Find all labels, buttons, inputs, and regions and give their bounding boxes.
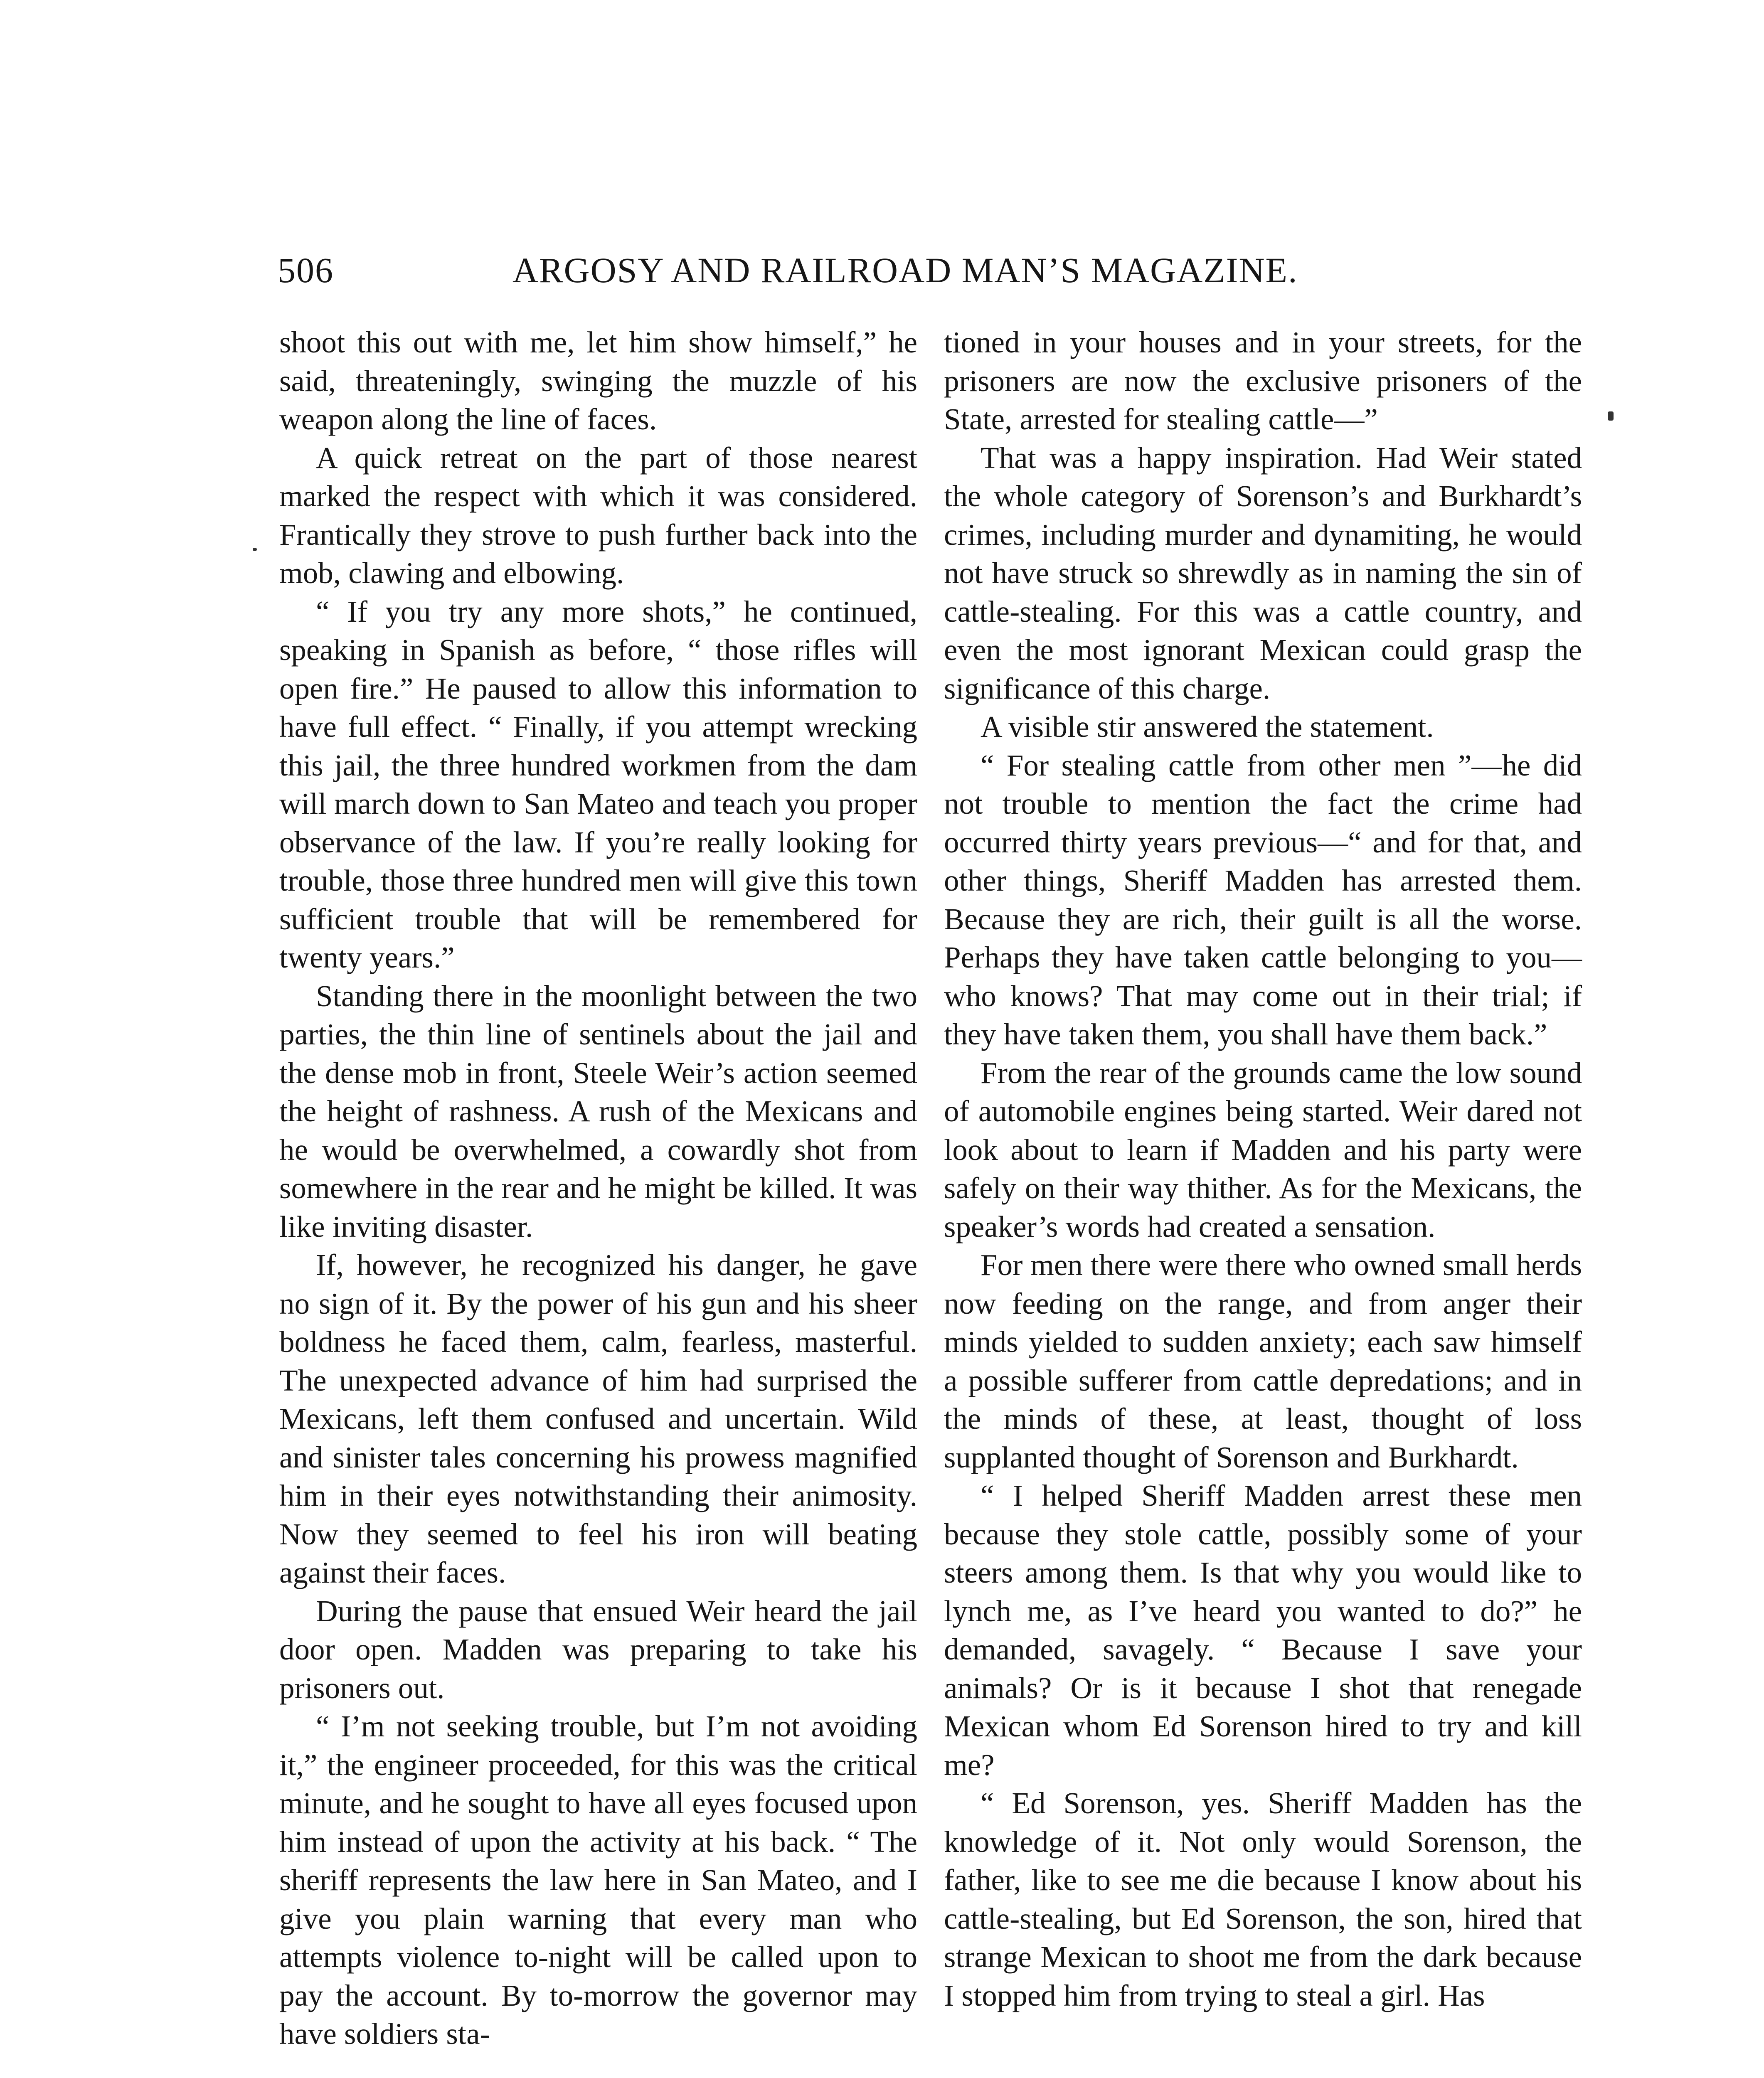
print-speck bbox=[1608, 411, 1614, 421]
paragraph: That was a happy inspiration. Had Weir stated the whole category of Sorenson’s and Burkhardt’s crimes, including murder and dynamiting, he would not have struck so shrewdly as in naming the sin of cattle-stealing. For this was a cattle country, and even the most ignorant Mexican could grasp the significance of this charge. bbox=[944, 441, 1582, 705]
page-number: 506 bbox=[278, 250, 334, 290]
right-column bbox=[944, 323, 1582, 2015]
paragraph: “ If you try any more shots,” he continued, speaking in Spanish as before, “ those rifles will open fire.” He paused to allow this information to have full effect. “ Finally, if you attempt wrecking this jail, the three hundred workmen from the dam will march down to San Mateo and teach you proper observance of the law. If you’re really looking for trouble, those three hundred men will give this town sufficient trouble that will be remembered for twenty years.” bbox=[279, 594, 917, 974]
paragraph: A visible stir answered the statement. bbox=[981, 710, 1434, 744]
left-column bbox=[279, 323, 917, 2053]
running-title: ARGOSY AND RAILROAD MAN’S MAGAZINE. bbox=[512, 250, 1298, 290]
paragraph: “ Ed Sorenson, yes. Sheriff Madden has the knowledge of it. Not only would Sorenson, the father, like to see me die because I know about his cattle-stealing, but Ed Sorenson, the son, hired that strange Mexican to shoot me from the dark because I stopped him from trying to steal a girl. Has bbox=[944, 1786, 1582, 2012]
paragraph: “ For stealing cattle from other men ”—he did not trouble to mention the fact the crime had occurred thirty years previous—“ and for that, and other things, Sheriff Madden has arrested them. Because they are rich, their guilt is all the worse. Perhaps they have taken cattle belonging to you—who knows? That may come out in their trial; if they have taken them, you shall have them back.” bbox=[944, 748, 1582, 1051]
paragraph: shoot this out with me, let him show himself,” he said, threateningly, swinging the muzzle of his weapon along the line of faces. bbox=[279, 325, 917, 436]
paragraph: tioned in your houses and in your streets, for the prisoners are now the exclusive prisoners of the State, arrested for stealing cattle—” bbox=[944, 325, 1582, 436]
paragraph: A quick retreat on the part of those nearest marked the respect with which it was considered. Frantically they strove to push further back into the mob, clawing and elbowing. bbox=[279, 441, 917, 590]
print-speck bbox=[253, 548, 257, 551]
paragraph: During the pause that ensued Weir heard the jail door open. Madden was preparing to take his prisoners out. bbox=[279, 1594, 917, 1705]
paragraph: For men there were there who owned small herds now feeding on the range, and from anger their minds yielded to sudden anxiety; each saw himself a possible sufferer from cattle depredations; and in the minds of these, at least, thought of loss supplanted thought of Sorenson and Burkhardt. bbox=[944, 1248, 1582, 1474]
paragraph: Standing there in the moonlight between the two parties, the thin line of sentinels about the jail and the dense mob in front, Steele Weir’s action seemed the height of rashness. A rush of the Mexicans and he would be overwhelmed, a cowardly shot from somewhere in the rear and he might be killed. It was like inviting disaster. bbox=[279, 979, 917, 1243]
paragraph: If, however, he recognized his danger, he gave no sign of it. By the power of his gun and his sheer boldness he faced them, calm, fearless, masterful. The unexpected advance of him had surprised the Mexicans, left them confused and uncertain. Wild and sinister tales concerning his prowess magnified him in their eyes notwithstanding their animosity. Now they seemed to feel his iron will beating against their faces. bbox=[279, 1248, 917, 1589]
page-header bbox=[278, 249, 1350, 299]
paragraph: From the rear of the grounds came the low sound of automobile engines being started. Weir dared not look about to learn if Madden and his party were safely on their way thither. As for the Mexicans, the speaker’s words had created a sensation. bbox=[944, 1056, 1582, 1243]
paragraph: “ I helped Sheriff Madden arrest these men because they stole cattle, possibly some of your steers among them. Is that why you would like to lynch me, as I’ve heard you wanted to do?” he demanded, savagely. “ Because I save your animals? Or is it because I shot that renegade Mexican whom Ed Sorenson hired to try and kill me? bbox=[944, 1479, 1582, 1782]
paragraph: “ I’m not seeking trouble, but I’m not avoiding it,” the engineer proceeded, for this was the critical minute, and he sought to have all eyes focused upon him instead of upon the activity at his back. “ The sheriff represents the law here in San Mateo, and I give you plain warning that every man who attempts violence to-night will be called upon to pay the account. By to-morrow the governor may have soldiers sta- bbox=[279, 1709, 917, 2051]
